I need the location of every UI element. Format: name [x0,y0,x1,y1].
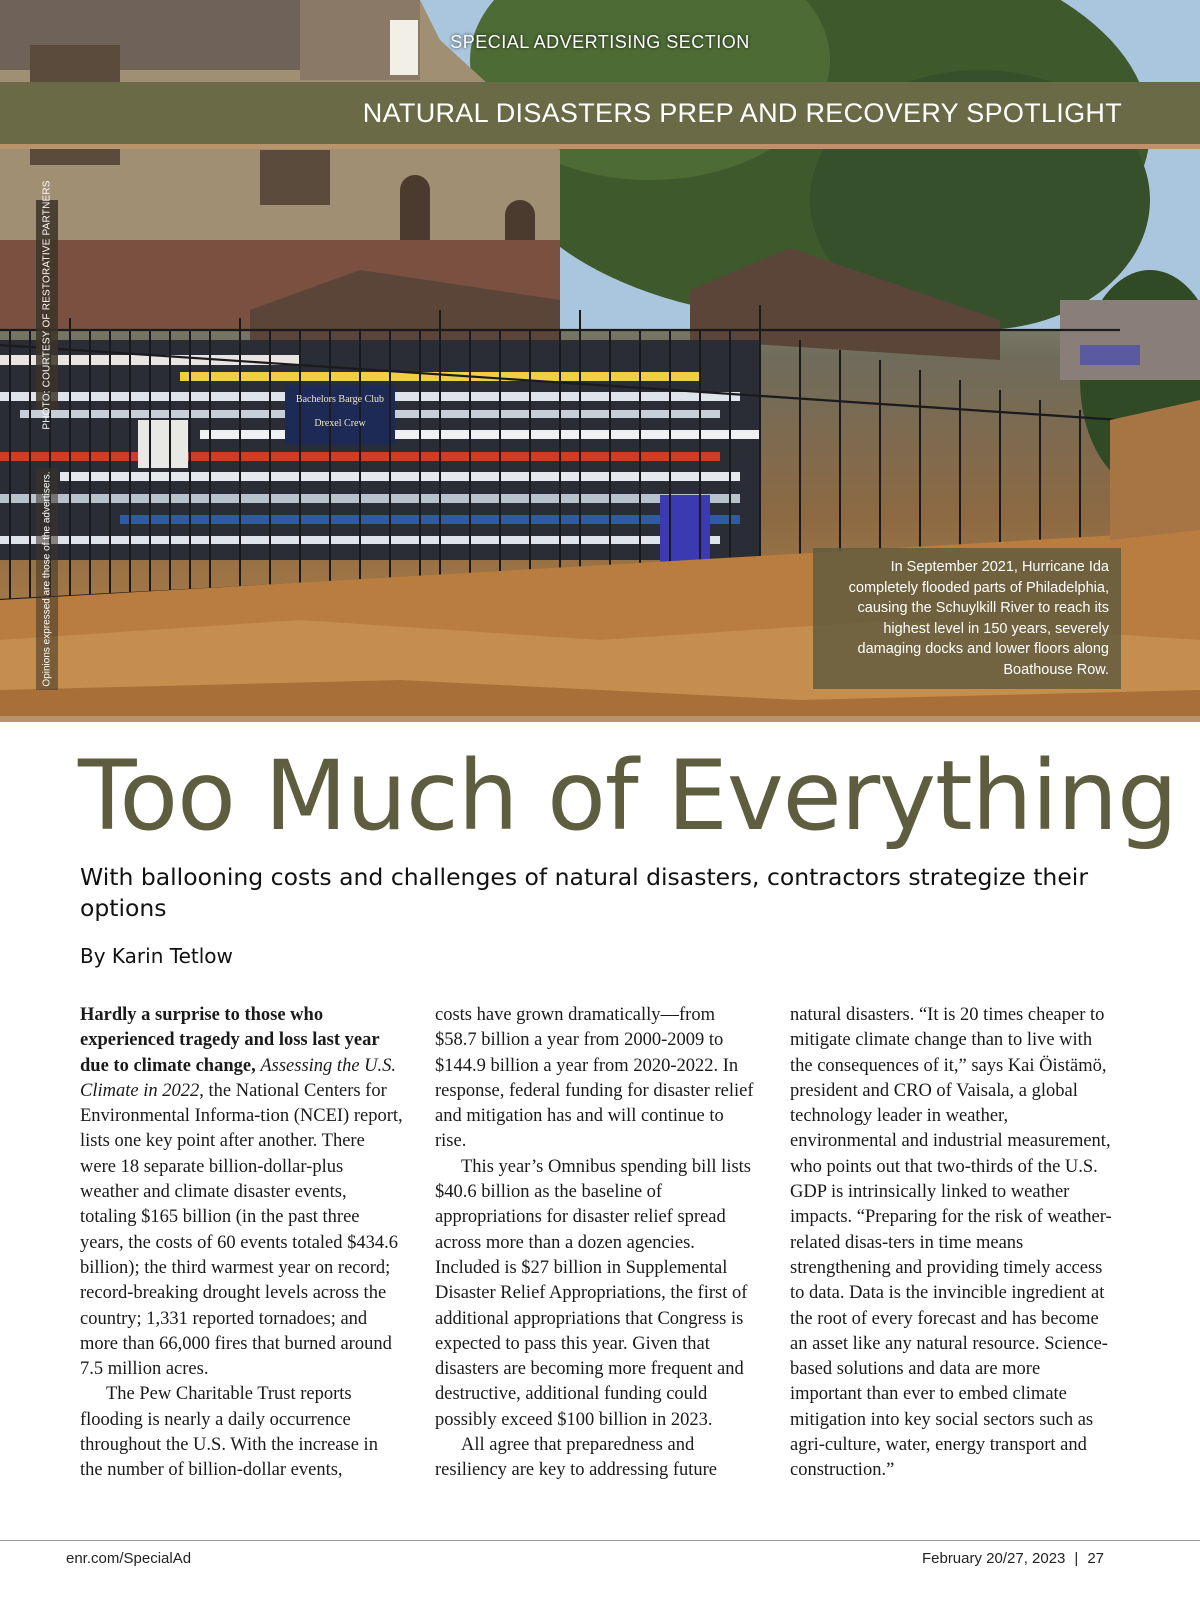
article-column-2 [435,1003,759,1484]
article-column-3 [790,1003,1114,1484]
footer-folio [922,1550,1104,1567]
footer-separator: | [1074,1550,1079,1567]
footer-date: February 20/27, 2023 [921,1550,1066,1567]
hero-bottom-rule [0,716,1200,722]
article-headline: Too Much of Everything [78,740,1177,852]
boathouse-sign [285,385,395,445]
sign-text-crew: Drexel Crew [314,418,366,429]
lead-in-bold: Hardly a surprise to those who experienced tragedy and loss last year due to climate change, [80,1005,380,1076]
paragraph: natural disasters. “It is 20 times cheaper to mitigate climate change than to live with the consequences of it,” says Kai Öistämö, president and CRO of Vaisala, a global technology leader in weather, environmental and industrial measurement, who points out that two-thirds of the U.S. GDP is intrinsically linked to weather impacts. “Preparing for the risk of weather-related disas-ters in time means strengthening and providing timely access to data. Data is the invincible ingredient at the root of every forecast and has become an asset like any natural resource. Science-based solutions and data are more important than ever to embed climate mitigation into key social sectors such as agri-culture, water, energy transport and construction.” [790,1005,1112,1481]
section-banner [0,82,1200,149]
page-number: 27 [1087,1550,1104,1567]
advertiser-disclaimer-text: Opinions expressed are those of the advertisers. [41,471,53,687]
footer-url: enr.com/SpecialAd [66,1550,192,1567]
hero-photo [0,0,1200,718]
special-advertising-label: SPECIAL ADVERTISING SECTION [450,32,750,52]
photo-caption: In September 2021, Hurricane Ida completely flooded parts of Philadelphia, causing the Schuylkill River to reach its highest level in 150 years, severely damaging docks and lower floors along Boathouse Row. [813,548,1121,689]
paragraph: All agree that preparedness and resiliency are key to addressing future [435,1435,718,1481]
advertiser-disclaimer [36,468,58,690]
paragraph: The Pew Charitable Trust reports flooding is nearly a daily occurrence throughout the U.S. With the increase in the number of billion-dollar events, [80,1384,378,1481]
sign-text-club: Bachelors Barge Club [295,394,385,405]
article-subhead: With ballooning costs and challenges of natural disasters, contractors strategize their options [80,863,1088,922]
paragraph [80,1003,404,1382]
report-title-italic: Assessing the U.S. Climate in 2022 [80,1055,397,1101]
section-banner-title: NATURAL DISASTERS PREP AND RECOVERY SPOTLIGHT [362,98,1122,128]
footer-rule [0,1540,1200,1541]
paragraph: costs have grown dramatically—from $58.7 billion a year from 2000-2009 to $144.9 billion a year from 2020-2022. In response, federal funding for disaster relief and mitigation has and will continue to rise. [435,1005,754,1152]
paragraph-text: , the National Centers for Environmental Informa-tion (NCEI) report, lists one key point after another. There were 18 separate billion-dollar-plus weather and climate disaster events, totaling $165 billion (in the past three years, the costs of 60 events totaled $434.6 billion); the third warmest year on record; record-breaking drought levels across the country; 1,331 reported tornadoes; and more than 66,000 fires that burned around 7.5 million acres. [80,1080,403,1380]
photo-credit [36,180,58,430]
article-column-1 [80,1003,404,1484]
photo-credit-text: PHOTO: COURTESY OF RESTORATIVE PARTNERS [41,180,53,430]
paragraph: This year’s Omnibus spending bill lists $40.6 billion as the baseline of appropriations for disaster relief spread across more than a dozen agencies. Included is $27 billion in Supplemental Disaster Relief Appropriations, the first of additional appropriations that Congress is expected to pass this year. Given that disasters are becoming more frequent and destructive, additional funding could possibly exceed $100 billion in 2023. [435,1156,752,1430]
article-byline: By Karin Tetlow [80,944,233,968]
